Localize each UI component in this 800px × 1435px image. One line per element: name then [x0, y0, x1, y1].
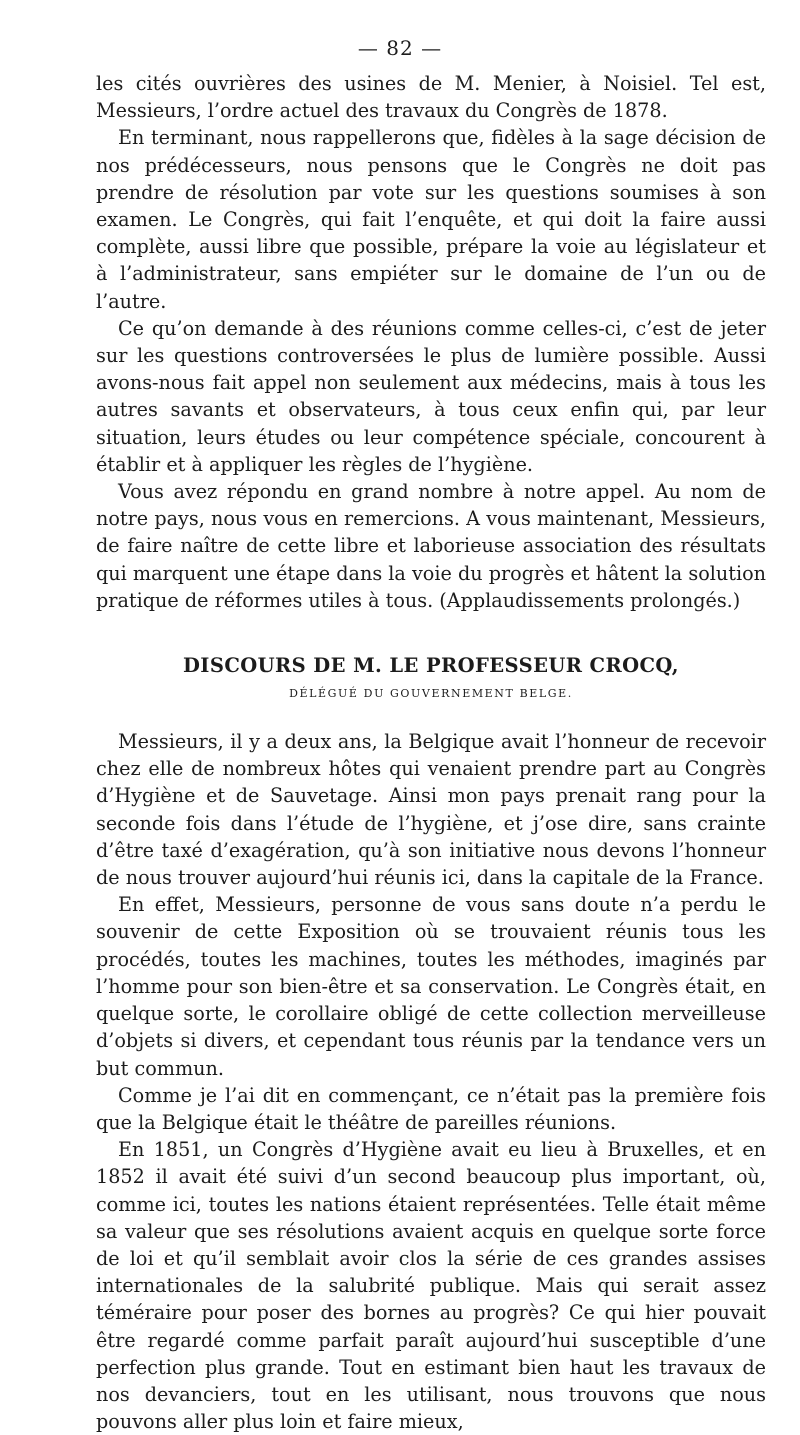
paragraph-1: les cités ouvrières des usines de M. Menier, à Noisiel. Tel est, Messieurs, l’ordre actuel des travaux du Congrès de 1878.: [96, 72, 766, 123]
paragraph-4: Vous avez répondu en grand nombre à notre appel. Au nom de notre pays, nous vous en remercions. A vous maintenant, Messieurs, de faire naître de cette libre et laborieuse association des résultats qui marquent une étape dans la voie du progrès et hâtent la solution pratique de réformes utiles à tous. (Applaudissements prolongés.): [96, 480, 766, 612]
page-number: — 82 —: [357, 36, 443, 60]
section-2: [96, 728, 766, 1435]
body-text: [96, 70, 766, 1435]
speech-subheading: DÉLÉGUÉ DU GOUVERNEMENT BELGE.: [289, 687, 573, 701]
paragraph-3: Ce qu’on demande à des réunions comme celles-ci, c’est de jeter sur les questions controversées le plus de lumière possible. Aussi avons-nous fait appel non seulement aux médecins, mais à tous les autres savants et observateurs, à tous ceux enfin qui, par leur situation, leurs études ou leur compétence spéciale, concourent à établir et à appliquer les règles de l’hygiène.: [96, 316, 766, 476]
paragraph-8: En 1851, un Congrès d’Hygiène avait eu lieu à Bruxelles, et en 1852 il avait été suivi d’un second beaucoup plus important, où, comme ici, toutes les nations étaient représentées. Telle était même sa valeur que ses résolutions avaient acquis en quelque sorte force de loi et qu’il semblait avoir clos la série de ces grandes assises internationales de la salubrité publique. Mais qui serait assez téméraire pour poser des bornes au progrès? Ce qui hier pouvait être regardé comme parfait paraît aujourd’hui susceptible d’une perfection plus grande. Tout en estimant bien haut les travaux de nos devanciers, tout en les utilisant, nous trouvons que nous pouvons aller plus loin et faire mieux,: [96, 1138, 766, 1434]
paragraph-6: En effet, Messieurs, personne de vous sans doute n’a perdu le souvenir de cette Exposition où se trouvaient réunis tous les procédés, toutes les machines, toutes les méthodes, imaginés par l’homme pour son bien-être et sa conservation. Le Congrès était, en quelque sorte, le corollaire obligé de cette collection merveilleuse d’objets si divers, et cependant tous réunis par la tendance vers un but commun.: [96, 893, 766, 1080]
section-1: [96, 70, 766, 614]
paragraph-5: Messieurs, il y a deux ans, la Belgique avait l’honneur de recevoir chez elle de nombreux hôtes qui venaient prendre part au Congrès d’Hygiène et de Sauvetage. Ainsi mon pays prenait rang pour la seconde fois dans l’étude de l’hygiène, et j’ose dire, sans crainte d’être taxé d’exagération, qu’à son initiative nous devons l’honneur de nous trouver aujourd’hui réunis ici, dans la capitale de la France.: [96, 730, 766, 890]
paragraph-7: Comme je l’ai dit en commençant, ce n’était pas la première fois que la Belgique était le théâtre de pareilles réunions.: [96, 1083, 766, 1134]
speech-heading: DISCOURS DE M. LE PROFESSEUR CROCQ,: [183, 654, 679, 678]
paragraph-2: En terminant, nous rappellerons que, fidèles à la sage décision de nos prédécesseurs, nous pensons que le Congrès ne doit pas prendre de résolution par vote sur les questions soumises à son examen. Le Congrès, qui fait l’enquête, et qui doit la faire aussi complète, aussi libre que possible, prépare la voie au législateur et à l’administrateur, sans empiéter sur le domaine de l’un ou de l’autre.: [96, 126, 766, 313]
